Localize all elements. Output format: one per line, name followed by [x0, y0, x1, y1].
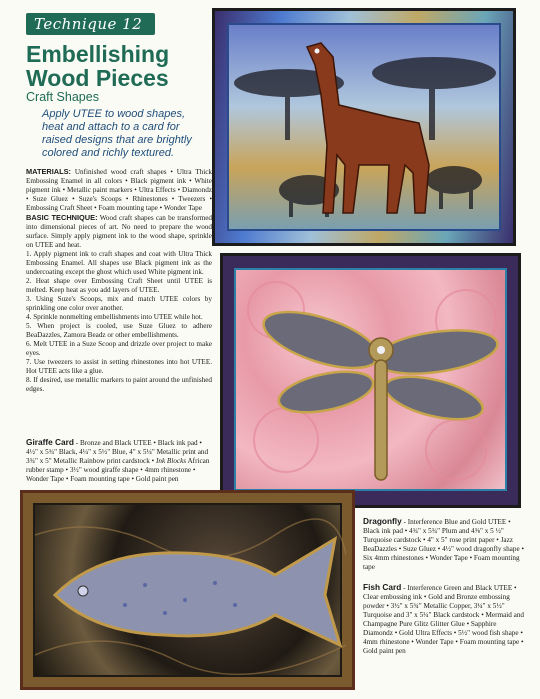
materials-text: Unfinished wood craft shapes • Ultra Thick Embossing Enamel in all colors • Black pigment ink • White pigment ink • Metallic paint markers • Ultra Effects • Diamondz • Suze Gluez • Suze's Scoops • Rhinestones • Tweezers • Embossing Craft Sheet • Foam mounting tape • Wonder Tape	[26, 168, 212, 212]
fish-illustration	[35, 505, 346, 681]
giraffe-illustration	[229, 25, 505, 235]
technique-tag	[26, 13, 155, 35]
giraffe-card-inner	[227, 23, 501, 231]
step-7: 7. Use tweezers to assist in setting rhinestones into hot UTEE. Hot UTEE acts like a glue.	[26, 358, 212, 375]
step-5: 5. When project is cooled, use Suze Gluez to adhere BeaDazzles, Zamora Beadz or other embellishments.	[26, 322, 212, 339]
giraffe-caption	[26, 438, 212, 484]
fish-card-inner	[33, 503, 342, 677]
giraffe-caption-italic: Ink Blocks	[155, 457, 187, 465]
dragonfly-card-inner	[234, 268, 507, 491]
giraffe-card-photo	[212, 8, 516, 246]
step-3: 3. Using Suze's Scoops, mix and match UTEE colors by sprinkling one color over another.	[26, 295, 212, 312]
technique-tag-label: Technique 12	[34, 15, 143, 33]
basic-technique-label: BASIC TECHNIQUE:	[26, 213, 98, 222]
giraffe-caption-title: Giraffe Card	[26, 437, 74, 447]
page-title: Embellishing Wood Pieces	[26, 41, 170, 91]
giraffe-caption-text: - Bronze and Black UTEE • Black ink pad • 4½" x 5¾" Black, 4¼" x 5½" Blue, 4" x 5¼" Metallic print and 3¾" x 5" Metallic Rainbow print cardstock •	[26, 439, 209, 465]
dragonfly-card-photo	[220, 253, 521, 508]
step-4: 4. Sprinkle nonmelting embellishments into UTEE while hot.	[26, 313, 203, 321]
dragonfly-caption-text: - Interference Blue and Gold UTEE • Black ink pad • 4¾" x 5¾" Plum and 4⅜" x 5 ½" Turquoise cardstock • 4" x 5" rose print paper • Jazz BeaDazzles • Suze Gluez • 4½" wood dragonfly shape • Six 4mm rhinestones • Wonder Tape • Foam mounting tape	[363, 518, 524, 571]
dragonfly-illustration	[236, 270, 511, 495]
basic-technique-paragraph	[26, 213, 212, 250]
step-6: 6. Melt UTEE in a Suze Scoop and drizzle over project to make eyes.	[26, 340, 212, 357]
materials-paragraph	[26, 167, 212, 213]
fish-caption-title: Fish Card	[363, 582, 402, 592]
fish-card-photo	[20, 490, 355, 690]
fish-caption-text: - Interference Green and Black UTEE • Clear embossing ink • Gold and Bronze embossing powder • 3½" x 5¾" Metallic Copper, 3¼" x 5½" Turquoise and 3" x 5¼" Black cardstock • Mermaid and Champagne Pure Glitz Glitter Glue • Sapphire Diamondz • Gold Ultra Effects • 5½" wood fish shape • 4mm rhinestone • Wonder Tape • Foam mounting tape • Gold paint pen	[363, 584, 525, 655]
instructions-block	[26, 167, 212, 394]
materials-label: MATERIALS:	[26, 167, 72, 176]
intro-text: Apply UTEE to wood shapes, heat and attach to a card for raised designs that are brightly colored and richly textured.	[42, 108, 192, 159]
giraffe-caption-text-2: African rubber stamp • 3½" wood giraffe shape • 4mm rhinestone • Wonder Tape • Foam mounting tape • Gold paint pen	[26, 457, 210, 483]
step-1: 1. Apply pigment ink to craft shapes and coat with Ultra Thick Embossing Enamel. All shapes use Black pigment ink as the undercoating except the ghost which used White pigment ink.	[26, 250, 212, 276]
dragonfly-caption-title: Dragonfly	[363, 516, 402, 526]
step-8: 8. If desired, use metallic markers to paint around the unfinished edges.	[26, 376, 212, 393]
basic-technique-text: Wood craft shapes can be transformed into dimensional pieces of art. No need to prepare the wood surface. Simply apply pigment ink to the wood shape, sprinkle on UTEE and heat.	[26, 214, 212, 249]
dragonfly-caption	[363, 517, 525, 572]
page-subtitle: Craft Shapes	[26, 90, 99, 104]
step-2: 2. Heat shape over Embossing Craft Sheet until UTEE is melted. Keep heat as you add layers of UTEE.	[26, 277, 212, 294]
fish-caption	[363, 583, 525, 656]
